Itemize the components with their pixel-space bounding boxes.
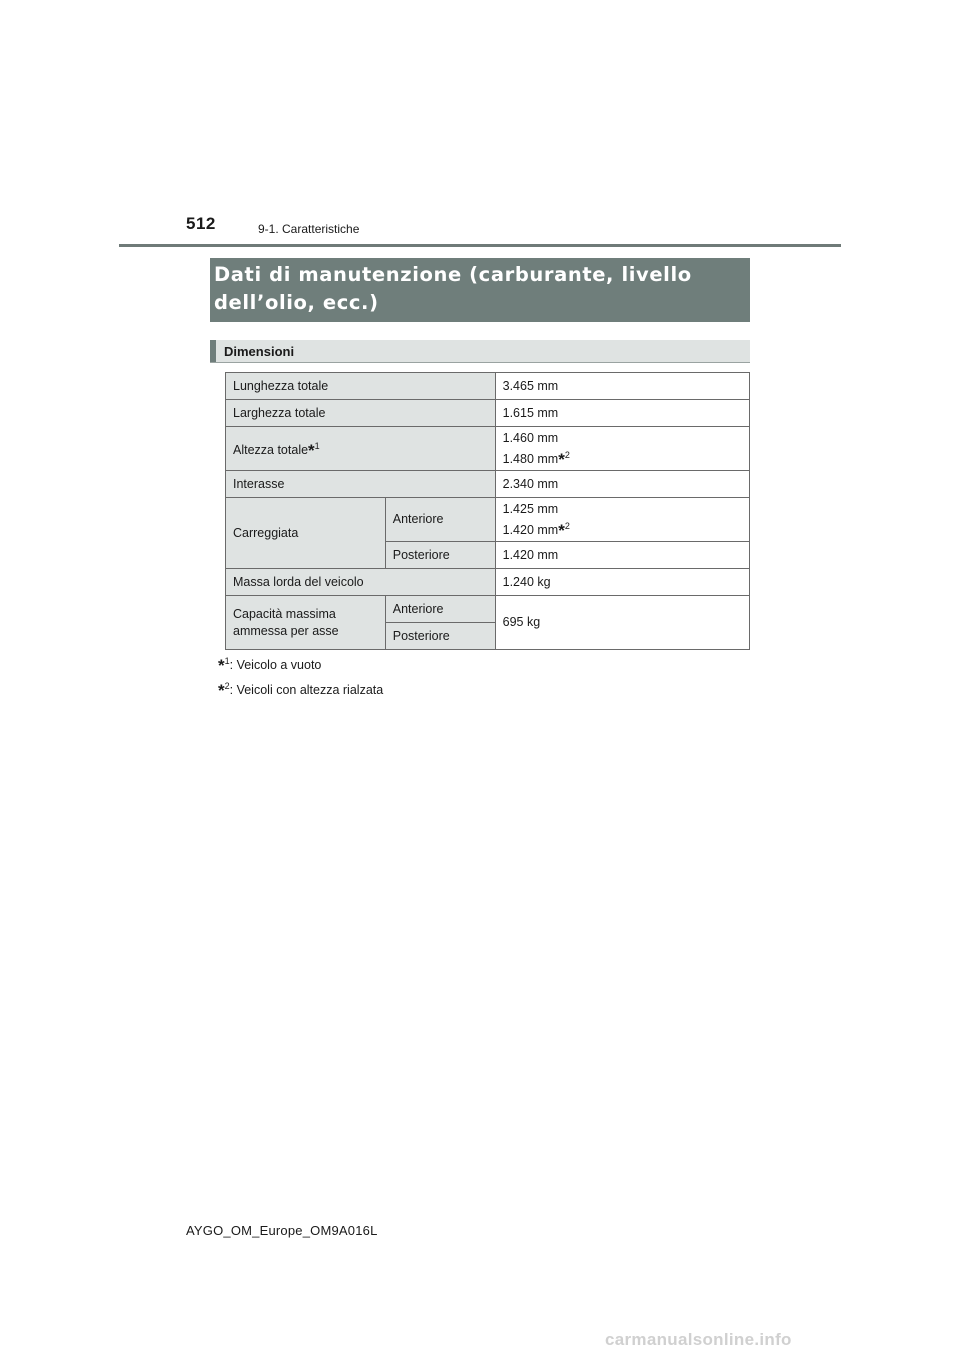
page-number: 512: [186, 214, 216, 233]
watermark: carmanualsonline.info: [605, 1330, 792, 1349]
row-value: 1.615 mm: [495, 400, 749, 427]
footnote-star: *: [558, 449, 565, 469]
page-title-line-2: dell’olio, ecc.): [214, 291, 379, 314]
row-value: 695 kg: [495, 596, 749, 650]
footnote-star: *: [308, 441, 315, 460]
row-sublabel: Posteriore: [385, 542, 495, 569]
row-label-text: Altezza totale: [233, 443, 309, 457]
row-label: Larghezza totale: [226, 400, 496, 427]
header-divider: [119, 244, 841, 247]
table-row: [226, 471, 750, 498]
footnote-mark: 1: [314, 441, 320, 451]
row-label: Lunghezza totale: [226, 373, 496, 400]
row-sublabel: Anteriore: [385, 498, 495, 542]
row-label: [226, 427, 496, 471]
row-sublabel: Anteriore: [385, 596, 495, 623]
footnote-text: : Veicolo a vuoto: [229, 658, 322, 672]
footnote-mark: 2: [224, 681, 230, 691]
value-line: [503, 518, 742, 539]
value-line: 1.425 mm: [502, 501, 559, 516]
document-code: AYGO_OM_Europe_OM9A016L: [186, 1223, 378, 1238]
footnote-2: [218, 681, 384, 700]
footnote-star: *: [218, 656, 225, 675]
footnote-text: : Veicoli con altezza rialzata: [229, 683, 384, 697]
table-row: [226, 498, 750, 542]
row-value: 3.465 mm: [495, 373, 749, 400]
row-label: [226, 596, 386, 650]
row-value: 1.420 mm: [495, 542, 749, 569]
footnote-mark: 2: [564, 520, 570, 531]
footnote-mark: 1: [224, 656, 230, 666]
table-row: [226, 373, 750, 400]
row-sublabel: Posteriore: [385, 623, 495, 650]
row-label: Carreggiata: [226, 498, 386, 569]
footnote-mark: 2: [564, 449, 570, 460]
subsection-heading: [210, 340, 750, 363]
value-text: 1.420 mm: [502, 522, 559, 537]
value-text: 1.480 mm: [502, 451, 559, 466]
row-value: 2.340 mm: [495, 471, 749, 498]
subsection-title: Dimensioni: [224, 344, 295, 359]
row-value: 1.240 kg: [495, 569, 749, 596]
table-row: [226, 596, 750, 623]
value-line: 1.460 mm: [502, 430, 559, 445]
table-row: [226, 400, 750, 427]
row-label: Interasse: [226, 471, 496, 498]
subsection-accent: [210, 340, 216, 362]
dimensions-table: [225, 372, 750, 650]
row-value: [495, 427, 749, 471]
page-title: [210, 258, 750, 322]
section-reference: 9-1. Caratteristiche: [258, 222, 360, 236]
page-title-line-1: Dati di manutenzione (carburante, livello: [214, 263, 692, 286]
label-line: ammessa per asse: [233, 623, 339, 638]
footnote-1: [218, 656, 322, 675]
row-label: Massa lorda del veicolo: [226, 569, 496, 596]
value-line: [503, 447, 742, 468]
table-row: [226, 569, 750, 596]
table-row: [226, 427, 750, 471]
row-value: [495, 498, 749, 542]
label-line: Capacità massima: [233, 606, 336, 621]
footnote-star: *: [218, 681, 225, 700]
footnote-star: *: [558, 520, 565, 540]
